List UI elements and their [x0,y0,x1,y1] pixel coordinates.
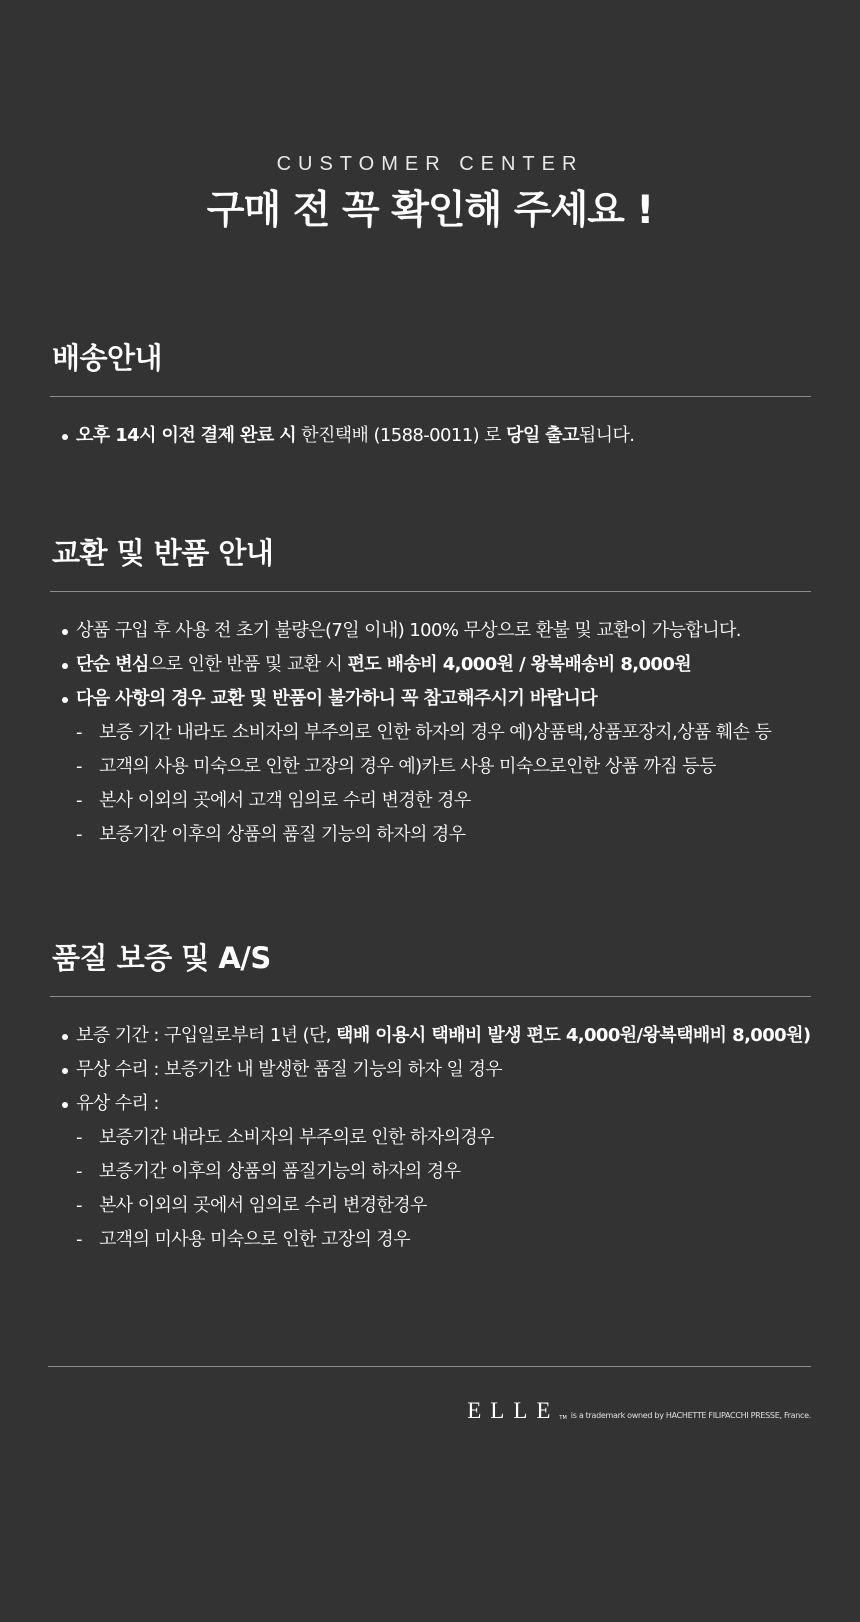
item-text: 보증기간 내라도 소비자의 부주의로 인한 하자의경우 [99,1127,494,1148]
shipping-divider [50,396,811,397]
warranty-divider [50,996,811,997]
returns-section-title: 교환 및 반품 안내 [52,536,274,570]
sub-list-item [50,750,811,784]
item-text: 고객의 사용 미숙으로 인한 고장의 경우 예)카트 사용 미숙으로인한 상품 까짐 등등 [99,756,716,777]
shipping-list [50,419,811,453]
list-item [50,419,811,453]
list-item [50,682,811,716]
page-header [0,152,860,236]
elle-logo: ELLE [467,1398,560,1423]
sub-list-item [50,784,811,818]
emphasized-text: 편도 배송비 4,000원 / 왕복배송비 8,000원 [347,654,692,675]
sub-list-item [50,818,811,852]
footer [467,1398,811,1424]
list-item [50,1087,811,1121]
list-item [50,614,811,648]
item-text: 본사 이외의 곳에서 고객 임의로 수리 변경한 경우 [99,790,471,811]
item-text: 보증기간 이후의 상품의 품질기능의 하자의 경우 [99,1161,461,1182]
sub-list-item [50,1121,811,1155]
item-text: 유상 수리 : [76,1093,159,1114]
shipping-section-title: 배송안내 [52,341,163,375]
emphasized-text: 택배 이용시 택배비 발생 편도 4,000원/왕복택배비 8,000원) [336,1025,811,1046]
list-item [50,1019,811,1053]
item-text: 으로 인한 반품 및 교환 시 [148,654,348,675]
page-title: 구매 전 꼭 확인해 주세요 ! [206,188,654,233]
warranty-section [50,940,811,1257]
item-text: 상품 구입 후 사용 전 초기 불량은(7일 이내) 100% 무상으로 환불 및 교환이 가능합니다. [76,620,741,641]
item-text: 본사 이외의 곳에서 임의로 수리 변경한경우 [99,1195,427,1216]
sub-list-item [50,716,811,750]
warranty-section-title: 품질 보증 및 A/S [52,941,271,975]
footer-divider [48,1366,811,1367]
sub-list-item [50,1223,811,1257]
item-text: 보증 기간 내라도 소비자의 부주의로 인한 하자의 경우 예)상품택,상품포장지,상품 훼손 등 [99,722,772,743]
list-item [50,1053,811,1087]
item-text: 고객의 미사용 미숙으로 인한 고장의 경우 [99,1229,411,1250]
customer-center-label: CUSTOMER CENTER [276,153,584,175]
sub-list-item [50,1155,811,1189]
item-text: 무상 수리 : 보증기간 내 발생한 품질 기능의 하자 일 경우 [76,1059,503,1080]
item-text: 보증 기간 : 구입일로부터 1년 (단, [76,1025,337,1046]
sub-list-item [50,1189,811,1223]
emphasized-text: 당일 출고 [506,425,579,446]
emphasized-text: 단순 변심 [76,654,149,675]
item-text: 한진택배 (1588-0011) 로 [296,425,507,446]
warranty-list [50,1019,811,1257]
returns-divider [50,591,811,592]
list-item [50,648,811,682]
returns-list [50,614,811,852]
trademark-notice: is a trademark owned by HACHETTE FILIPACCHI PRESSE, France. [570,1411,811,1420]
returns-section [50,535,811,852]
emphasized-text: 다음 사항의 경우 교환 및 반품이 불가하니 꼭 참고해주시기 바랍니다 [76,688,598,709]
emphasized-text: 오후 14시 이전 결제 완료 시 [76,425,297,446]
item-text: 보증기간 이후의 상품의 품질 기능의 하자의 경우 [99,824,466,845]
shipping-section [50,340,811,453]
trademark-symbol: TM [559,1415,567,1421]
item-text: 됩니다. [578,425,635,446]
